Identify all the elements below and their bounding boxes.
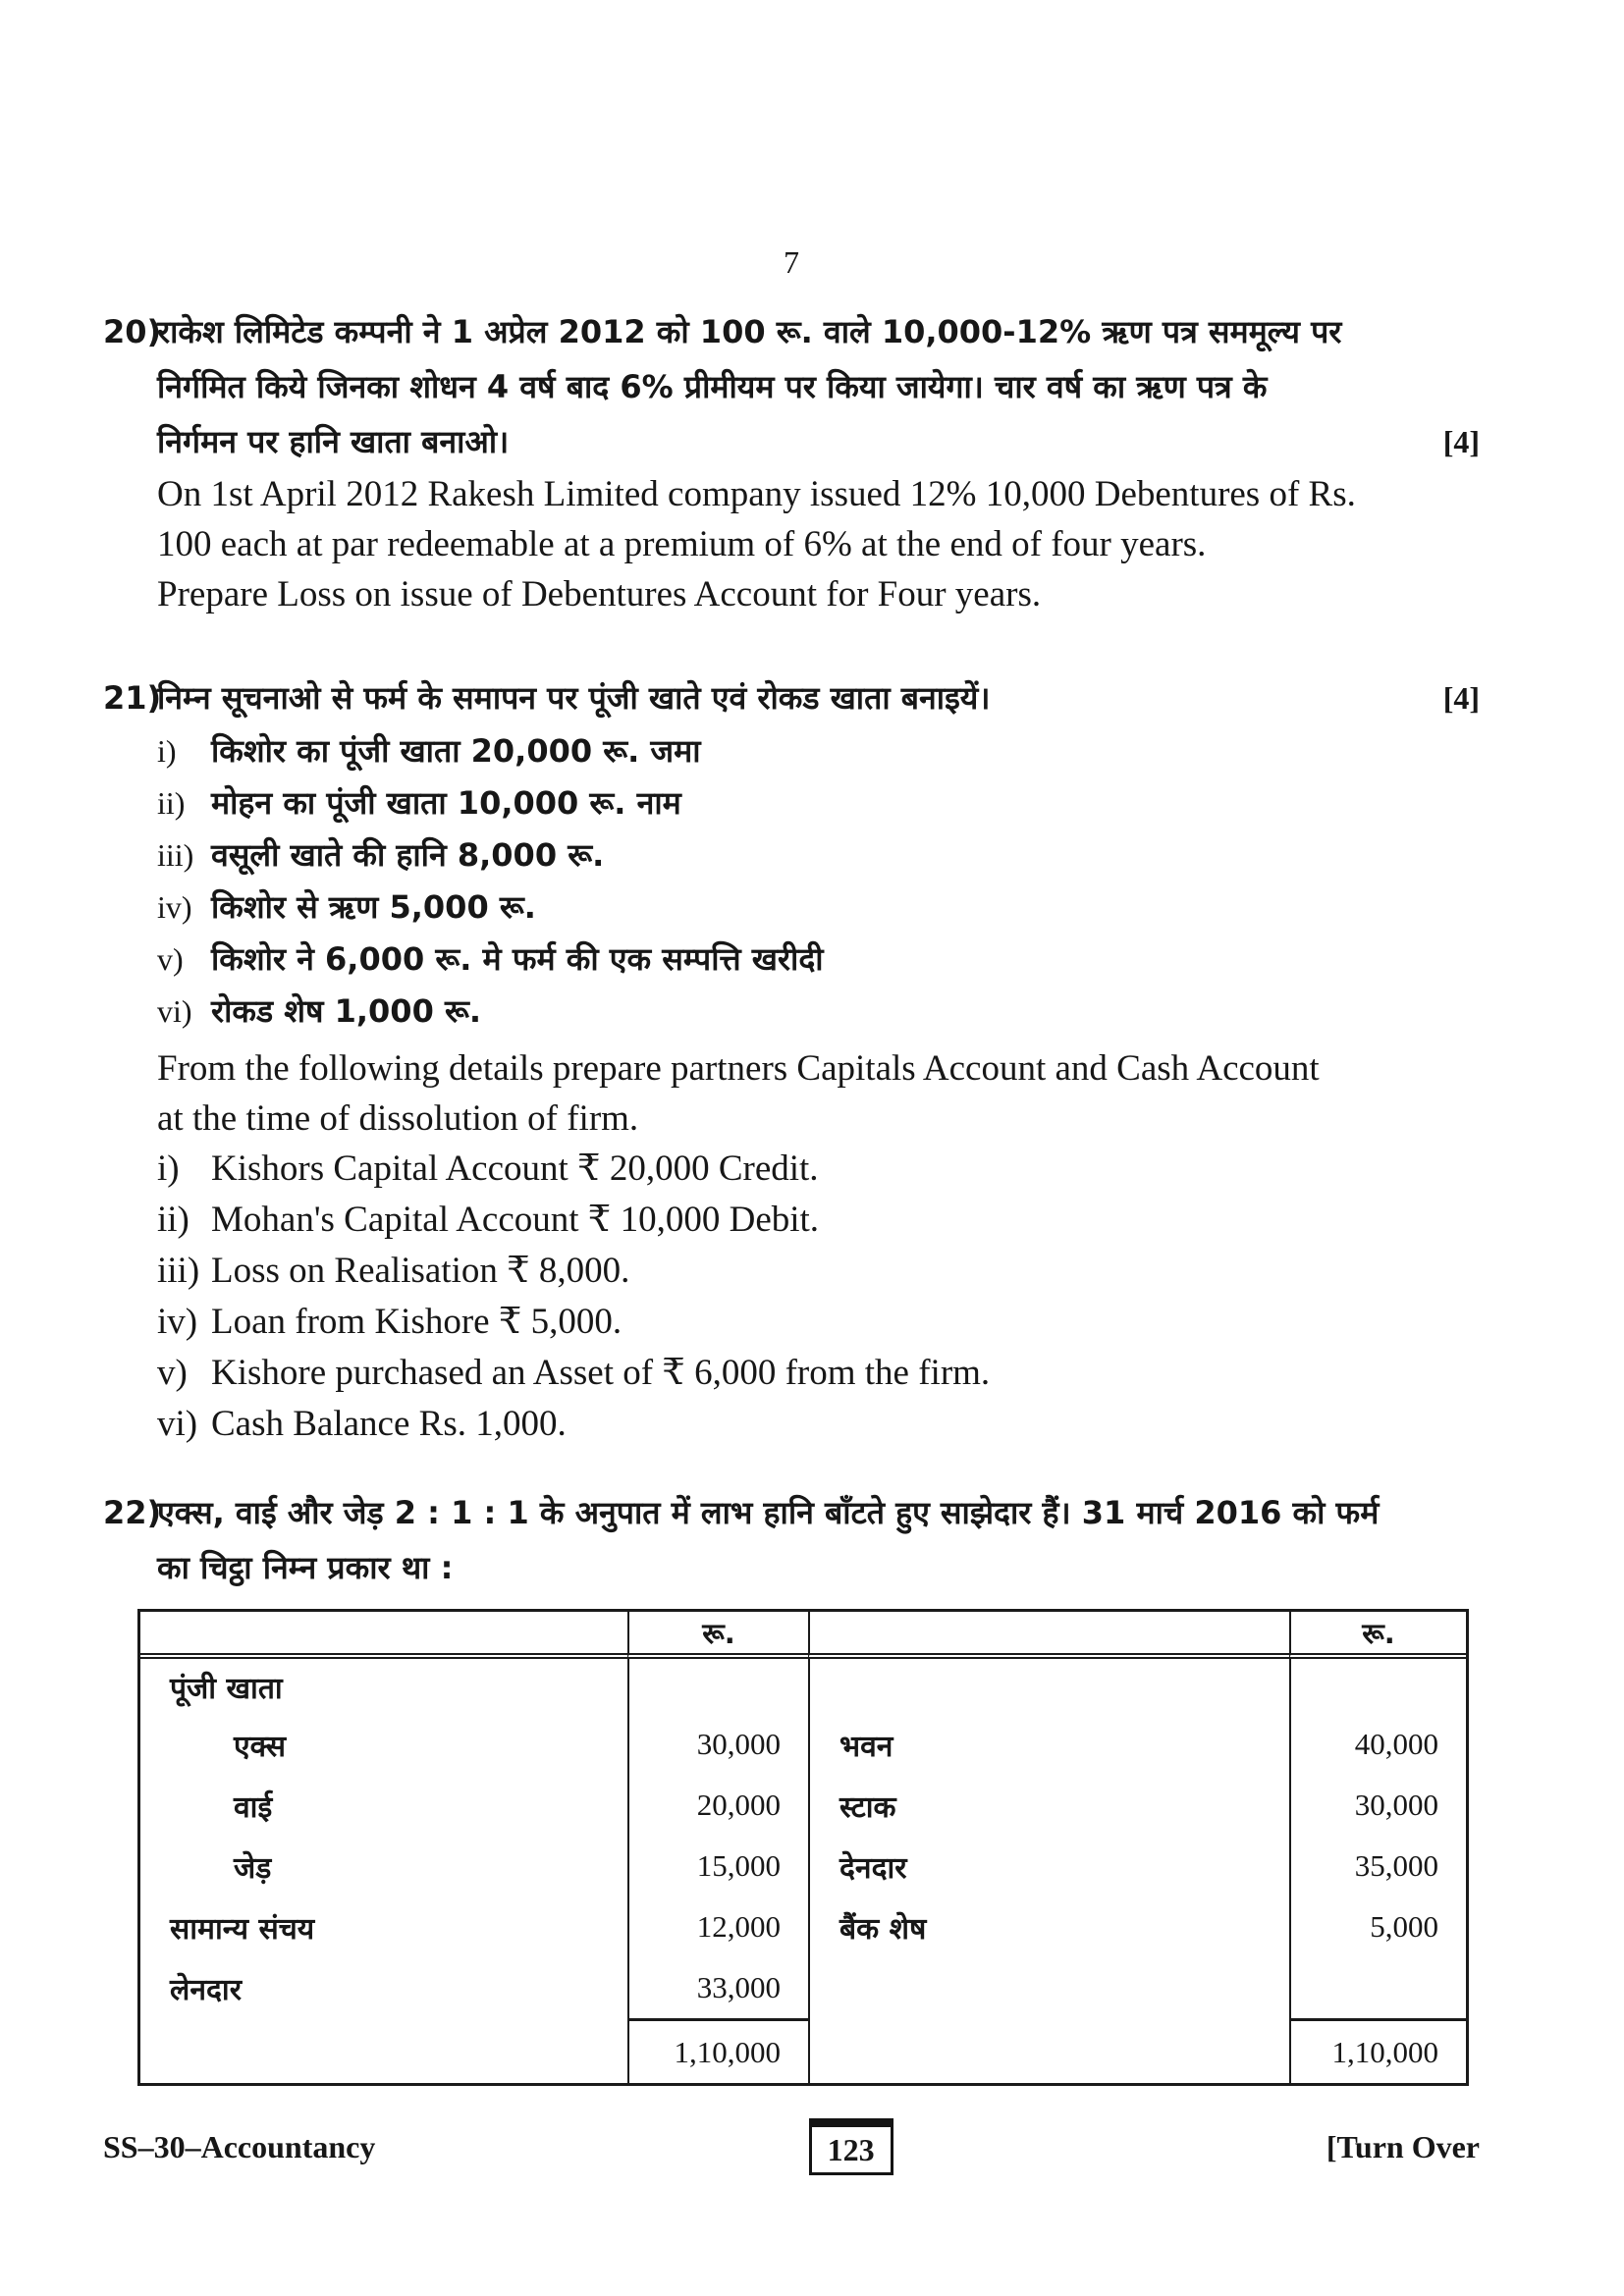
question-22 <box>103 1485 1480 2086</box>
question-20-marks: [4] <box>1442 424 1480 459</box>
question-20-hindi-line <box>157 414 1480 469</box>
list-item-roman: iv) <box>157 889 192 925</box>
question-20-hindi-text: निर्गमन पर हानि खाता बनाओ। <box>157 423 510 460</box>
table-row-amount: 12,000 <box>627 1896 808 1957</box>
list-item <box>157 1195 1480 1246</box>
table-total-spacer <box>140 2018 627 2083</box>
question-21-english-intro <box>157 1043 1480 1144</box>
table-row-amount: 5,000 <box>1289 1896 1466 1957</box>
question-22-hindi-line: एक्स, वाई और जेड़ 2 : 1 : 1 के अनुपात में लाभ हानि बाँटते हुए साझेदार हैं। 31 मार्च 2016 को फर्म <box>157 1494 1380 1531</box>
table-row-label <box>808 1957 1289 2018</box>
table-header-liabilities <box>140 1612 627 1659</box>
table-total-left: 1,10,000 <box>627 2018 808 2083</box>
list-item-roman: ii) <box>157 785 186 821</box>
table-row-amount: 33,000 <box>627 1957 808 2018</box>
list-item-text: मोहन का पूंजी खाता 10,000 रू. नाम <box>211 784 681 822</box>
list-item <box>157 986 1480 1038</box>
table-row-label: वाई <box>234 1789 273 1825</box>
question-21-marks: [4] <box>1442 680 1480 716</box>
question-21-english-line: From the following details prepare partners Capitals Account and Cash Account <box>157 1048 1320 1089</box>
list-item-text: Cash Balance Rs. 1,000. <box>211 1404 567 1444</box>
list-item-roman: i) <box>157 733 177 769</box>
question-21-heading <box>157 670 1480 725</box>
list-item-roman: iii) <box>157 837 194 873</box>
list-item-text: किशोर से ऋण 5,000 रू. <box>211 888 536 926</box>
question-21-number: 21) <box>103 679 162 717</box>
list-item-text: Loan from Kishore ₹ 5,000. <box>211 1302 623 1342</box>
question-20-english-line: 100 each at par redeemable at a premium of 6% at the end of four years. <box>157 524 1207 564</box>
question-20-number: 20) <box>103 313 162 350</box>
list-item-text: Kishors Capital Account ₹ 20,000 Credit. <box>211 1148 819 1189</box>
list-item-text: रोकड शेष 1,000 रू. <box>211 992 481 1030</box>
list-item-text: Loss on Realisation ₹ 8,000. <box>211 1251 630 1291</box>
table-row-label: स्टाक <box>808 1775 1289 1836</box>
table-row-amount: 20,000 <box>627 1775 808 1836</box>
list-item <box>157 829 1480 881</box>
balance-sheet-table <box>137 1609 1469 2086</box>
list-item-roman: iv) <box>157 1302 198 1342</box>
list-item-roman: iii) <box>157 1251 200 1291</box>
list-item <box>157 1246 1480 1297</box>
list-item <box>157 1348 1480 1399</box>
table-row-amount: 30,000 <box>627 1714 808 1775</box>
list-item <box>157 881 1480 934</box>
list-item <box>157 1144 1480 1195</box>
table-row-label: भवन <box>808 1714 1289 1775</box>
table-row-label: जेड़ <box>234 1850 272 1886</box>
table-total-right: 1,10,000 <box>1289 2018 1466 2083</box>
table-row-label: देनदार <box>808 1836 1289 1896</box>
question-22-number: 22) <box>103 1494 162 1531</box>
list-item-text: वसूली खाते की हानि 8,000 रू. <box>211 836 605 874</box>
table-row-amount: 40,000 <box>1289 1714 1466 1775</box>
list-item <box>157 725 1480 777</box>
list-item-roman: i) <box>157 1148 180 1189</box>
table-row-label: एक्स <box>234 1729 287 1764</box>
list-item-text: Mohan's Capital Account ₹ 10,000 Debit. <box>211 1200 820 1240</box>
table-row-label: सामान्य संचय <box>170 1911 315 1947</box>
question-22-hindi-line: का चिट्ठा निम्न प्रकार था : <box>157 1549 454 1586</box>
table-row-label: पूंजी खाता <box>170 1671 283 1706</box>
footer-page-box: 123 <box>809 2118 893 2175</box>
list-item <box>157 934 1480 986</box>
page-number: 7 <box>784 244 799 280</box>
footer-paper-code: SS–30–Accountancy <box>103 2128 376 2164</box>
table-header-assets <box>808 1612 1289 1659</box>
page-footer <box>103 2118 1480 2175</box>
list-item-roman: vi) <box>157 993 192 1029</box>
table-row-label <box>808 1659 1289 1714</box>
question-21 <box>103 670 1480 1450</box>
question-22-body <box>157 1485 1480 2086</box>
question-20-hindi-line: निर्गमित किये जिनका शोधन 4 वर्ष बाद 6% प्रीमीयम पर किया जायेगा। चार वर्ष का ऋण पत्र के <box>157 368 1268 405</box>
question-21-hindi-text: निम्न सूचनाओ से फर्म के समापन पर पूंजी खाते एवं रोकड खाता बनाइयें। <box>157 679 991 717</box>
list-item <box>157 1297 1480 1348</box>
question-20 <box>103 304 1480 619</box>
table-row-label: बैंक शेष <box>808 1896 1289 1957</box>
table-header-amount-right: रू. <box>1289 1612 1466 1659</box>
table-row-amount <box>1289 1659 1466 1714</box>
list-item-roman: v) <box>157 1353 188 1393</box>
question-20-english-line: On 1st April 2012 Rakesh Limited company issued 12% 10,000 Debentures of Rs. <box>157 474 1356 514</box>
question-21-body <box>157 670 1480 1450</box>
question-20-english-line: Prepare Loss on issue of Debentures Account for Four years. <box>157 574 1042 614</box>
table-row-label: लेनदार <box>170 1972 242 2007</box>
list-item-roman: ii) <box>157 1200 189 1240</box>
question-20-hindi-line: राकेश लिमिटेड कम्पनी ने 1 अप्रेल 2012 को 100 रू. वाले 10,000-12% ऋण पत्र सममूल्य पर <box>157 313 1342 350</box>
table-row-amount: 35,000 <box>1289 1836 1466 1896</box>
list-item <box>157 777 1480 829</box>
list-item-text: किशोर का पूंजी खाता 20,000 रू. जमा <box>211 732 701 770</box>
list-item <box>157 1399 1480 1450</box>
question-21-english-line: at the time of dissolution of firm. <box>157 1098 639 1139</box>
list-item-roman: v) <box>157 941 184 977</box>
table-header-amount-left: रू. <box>627 1612 808 1659</box>
question-20-body <box>157 304 1480 619</box>
footer-turn-over: [Turn Over <box>1326 2128 1480 2164</box>
list-item-text: किशोर ने 6,000 रू. मे फर्म की एक सम्पत्ति खरीदी <box>211 940 824 978</box>
table-row-amount: 15,000 <box>627 1836 808 1896</box>
table-row-amount: 30,000 <box>1289 1775 1466 1836</box>
table-row-amount <box>627 1659 808 1714</box>
table-row-amount <box>1289 1957 1466 2018</box>
table-total-spacer <box>808 2018 1289 2083</box>
list-item-roman: vi) <box>157 1404 198 1444</box>
list-item-text: Kishore purchased an Asset of ₹ 6,000 from the firm. <box>211 1353 991 1393</box>
